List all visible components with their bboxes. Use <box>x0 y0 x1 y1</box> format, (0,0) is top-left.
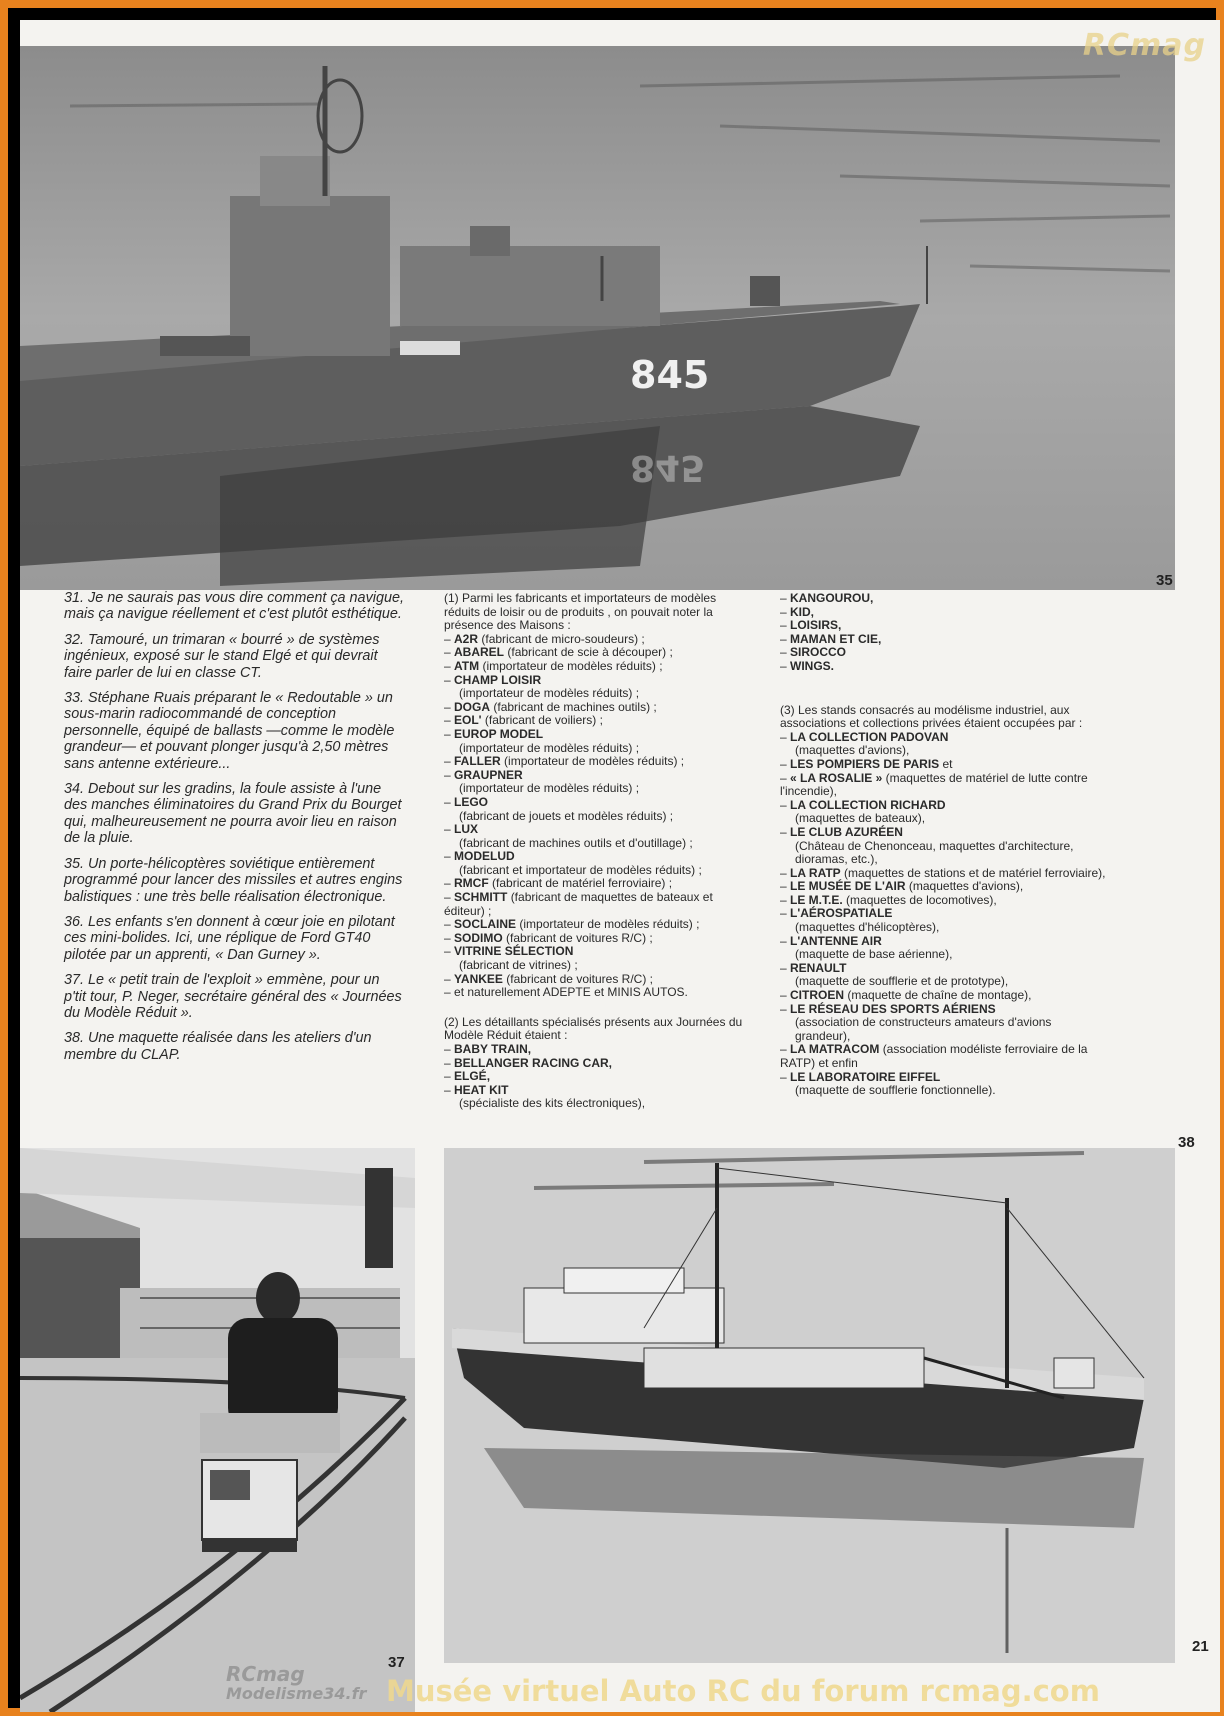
list-item <box>444 877 744 891</box>
list-item-name: L'AÉROSPATIALE <box>790 906 893 921</box>
list-item-name: LA MATRACOM <box>790 1042 880 1057</box>
caption-32: 32. Tamouré, un trimaran « bourré » de systèmes ingénieux, exposé sur le stand Elgé et qui devrait faire parler de lui en classe CT. <box>64 631 380 681</box>
page-number-37: 37 <box>388 1654 405 1671</box>
dash-bullet: – <box>780 906 791 921</box>
list-item <box>444 973 744 987</box>
list-item-name: SOCLAINE <box>454 917 517 932</box>
warship-photo <box>20 46 1175 590</box>
list-item <box>444 945 744 972</box>
list-item-name: EUROP MODEL <box>454 726 544 741</box>
list-item-name: LOISIRS, <box>790 618 842 633</box>
list-item-name: RMCF <box>454 876 489 891</box>
list-item-name: KANGOUROU, <box>790 591 874 605</box>
list-item <box>780 962 1110 989</box>
caption-38: 38. Une maquette réalisée dans les ateliers d'un membre du CLAP. <box>64 1030 372 1063</box>
caption-37: 37. Le « petit train de l'exploit » emmène, pour un p'tit tour, P. Neger, secrétaire général des « Journées du Modèle Réduit ». <box>64 972 402 1021</box>
list-item <box>444 633 744 647</box>
list-item <box>444 1070 744 1084</box>
dash-bullet: – <box>780 933 791 948</box>
list-item <box>444 701 744 715</box>
dash-bullet: – <box>444 985 455 1000</box>
list-item <box>780 1043 1110 1070</box>
stands-column <box>780 592 1110 1098</box>
list-item-name: LA COLLECTION RICHARD <box>790 797 946 812</box>
list-item <box>444 850 744 877</box>
list-item <box>780 826 1110 867</box>
list-item-desc: (maquette de soufflerie fonctionnelle). <box>795 1083 996 1098</box>
list-item <box>780 606 1110 620</box>
dash-bullet: – <box>444 822 455 837</box>
list-item-name: LE CLUB AZURÉEN <box>790 824 903 839</box>
page-number-35: 35 <box>1156 572 1173 589</box>
list-item-name: ABAREL <box>454 645 505 660</box>
dash-bullet: – <box>780 631 791 646</box>
list-item <box>444 823 744 850</box>
list-item-desc: et <box>942 756 953 771</box>
list-item-name: « LA ROSALIE » <box>790 770 883 785</box>
list-item-desc: (fabricant de matériel ferroviaire) ; <box>492 876 673 891</box>
list-item <box>780 907 1110 934</box>
dash-bullet: – <box>444 726 455 741</box>
list-item-name: KID, <box>790 604 815 619</box>
list-item <box>780 592 1110 606</box>
watermark-line-1: RCmag <box>226 1662 305 1686</box>
list-item <box>444 796 744 823</box>
dash-bullet: – <box>780 892 791 907</box>
list-item-name: A2R <box>454 631 479 646</box>
list-item-desc: (fabricant de micro-soudeurs) ; <box>481 631 645 646</box>
list-item <box>780 1071 1110 1098</box>
list-item-name: LA COLLECTION PADOVAN <box>790 729 949 744</box>
dash-bullet: – <box>444 1055 455 1070</box>
list-item <box>780 1003 1110 1044</box>
list-item <box>780 989 1110 1003</box>
list-item-name: LE LABORATOIRE EIFFEL <box>790 1069 941 1084</box>
list-item-name: LES POMPIERS DE PARIS <box>790 756 940 771</box>
list-item-name: LE RÉSEAU DES SPORTS AÉRIENS <box>790 1001 996 1016</box>
watermark-line-2: Modelisme34.fr <box>226 1684 367 1703</box>
dash-bullet: – <box>444 754 455 769</box>
list-item-desc: (spécialiste des kits électroniques), <box>459 1096 646 1111</box>
list-item-desc: (maquettes de bateaux), <box>795 811 926 826</box>
manufacturers-intro: (1) Parmi les fabricants et importateurs de modèles réduits de loisir ou de produits , on pouvait noter la présence des Maisons : <box>444 591 717 633</box>
dash-bullet: – <box>444 1042 455 1056</box>
list-item-name: SODIMO <box>454 930 503 945</box>
trawler-photo <box>444 1148 1175 1663</box>
list-item <box>780 646 1110 660</box>
list-item-name: SCHMITT <box>454 890 508 905</box>
dash-bullet: – <box>780 988 791 1003</box>
list-item-desc: (importateur de modèles réduits) ; <box>459 781 640 796</box>
list-item-name: BABY TRAIN, <box>454 1042 532 1056</box>
list-item-name: CHAMP LOISIR <box>454 672 542 687</box>
list-item <box>780 880 1110 894</box>
dash-bullet: – <box>780 1001 791 1016</box>
list-item-desc: (fabricant de voiliers) ; <box>484 713 603 728</box>
list-item <box>780 772 1110 799</box>
list-item <box>444 660 744 674</box>
list-item-name: GRAUPNER <box>454 767 523 782</box>
dash-bullet: – <box>780 824 791 839</box>
dash-bullet: – <box>444 944 455 959</box>
dash-bullet: – <box>780 960 791 975</box>
list-item-name: LUX <box>454 822 479 837</box>
list-item-desc: (fabricant de maquettes de bateaux et éditeur) ; <box>444 890 713 918</box>
dash-bullet: – <box>780 645 791 660</box>
list-item-desc: (fabricant de machines outils et d'outillage) ; <box>459 835 693 850</box>
retailers-list <box>444 1043 744 1111</box>
manufacturers-column <box>444 592 744 1111</box>
dash-bullet: – <box>444 917 455 932</box>
list-item-name: L'ANTENNE AIR <box>790 933 882 948</box>
dash-bullet: – <box>780 618 791 633</box>
list-item-name: YANKEE <box>454 971 503 986</box>
list-item-name: ELGÉ, <box>454 1069 491 1084</box>
list-item <box>444 646 744 660</box>
list-item-desc: (fabricant et importateur de modèles réduits) ; <box>459 862 702 877</box>
page-number-38: 38 <box>1178 1134 1195 1151</box>
dash-bullet: – <box>444 658 455 673</box>
dash-bullet: – <box>780 1069 791 1084</box>
dash-bullet: – <box>780 756 791 771</box>
stands-intro: (3) Les stands consacrés au modélisme industriel, aux associations et collections privées étaient occupées par : <box>780 702 1083 731</box>
list-item-name: MODELUD <box>454 849 515 864</box>
captions-column <box>64 590 404 1072</box>
dash-bullet: – <box>780 1042 791 1057</box>
caption-35: 35. Un porte-hélicoptères soviétique entièrement programmé pour lancer des missiles et autres engins balistiques : une très belle réalisation électronique. <box>64 855 403 905</box>
manufacturers-list <box>444 633 744 1000</box>
dash-bullet: – <box>780 604 791 619</box>
list-item <box>780 935 1110 962</box>
list-item <box>444 714 744 728</box>
caption-33: 33. Stéphane Ruais préparant le « Redoutable » un sous-marin radiocommandé de conception personnelle, équipé de ballasts —comme le modèle grandeur— et pouvant plonger jusqu'à 2,50 mètres sans antenne extérieure... <box>64 690 395 772</box>
list-item <box>780 660 1110 674</box>
list-item-desc: (maquettes d'avions), <box>795 743 910 758</box>
caption-31: 31. Je ne saurais pas vous dire comment ça navigue, mais ça navigue réellement et c'est plutôt esthétique. <box>64 590 404 623</box>
museum-watermark: Musée virtuel Auto RC du forum rcmag.com <box>386 1674 1100 1708</box>
dash-bullet: – <box>444 631 455 646</box>
dash-bullet: – <box>444 713 455 728</box>
dash-bullet: – <box>444 1082 455 1097</box>
list-item-name: FALLER <box>454 754 501 769</box>
list-item <box>780 731 1110 758</box>
dash-bullet: – <box>444 971 455 986</box>
caption-36: 36. Les enfants s'en donnent à cœur joie en pilotant ces mini-bolides. Ici, une réplique de Ford GT40 pilotée par un apprenti, « Dan Gurney ». <box>64 913 395 963</box>
retailers-list-continued <box>780 592 1110 674</box>
list-item-desc: et naturellement ADEPTE et MINIS AUTOS. <box>454 985 688 1000</box>
dash-bullet: – <box>780 865 791 880</box>
list-item <box>444 755 744 769</box>
page-number-21: 21 <box>1192 1638 1209 1655</box>
svg-text:845: 845 <box>630 447 706 488</box>
dash-bullet: – <box>444 672 455 687</box>
list-item-name: CITROEN <box>790 988 845 1003</box>
modelisme34-watermark <box>226 1664 366 1704</box>
retailers-intro: (2) Les détaillants spécialisés présents aux Journées du Modèle Réduit étaient : <box>444 1014 743 1043</box>
list-item <box>444 769 744 796</box>
list-item-name: RENAULT <box>790 960 847 975</box>
list-item-desc: (maquette de chaîne de montage), <box>847 988 1032 1003</box>
list-item-desc: (importateur de modèles réduits) ; <box>482 658 663 673</box>
dash-bullet: – <box>444 645 455 660</box>
list-item-desc: (fabricant de scie à découper) ; <box>507 645 673 660</box>
dash-bullet: – <box>444 890 455 905</box>
list-item-desc: (importateur de modèles réduits) ; <box>459 740 640 755</box>
list-item <box>444 891 744 918</box>
list-item <box>780 799 1110 826</box>
list-item <box>444 1043 744 1057</box>
list-item-desc: (maquette de base aérienne), <box>795 947 953 962</box>
dash-bullet: – <box>780 591 791 605</box>
train-photo <box>20 1148 415 1712</box>
list-item-desc: (importateur de modèles réduits) ; <box>519 917 700 932</box>
list-item-desc: (association de constructeurs amateurs d'avions grandeur), <box>795 1015 1052 1043</box>
list-item <box>780 758 1110 772</box>
list-item-name: ATM <box>454 658 480 673</box>
dash-bullet: – <box>444 767 455 782</box>
rcmag-watermark-logo: RCmag <box>1082 28 1206 63</box>
dash-bullet: – <box>780 729 791 744</box>
dash-bullet: – <box>444 876 455 891</box>
list-item-name: VITRINE SÉLECTION <box>454 944 574 959</box>
list-item-name: LA RATP <box>790 865 841 880</box>
list-item-desc: (maquettes de stations et de matériel ferroviaire), <box>844 865 1106 880</box>
list-item-desc: (fabricant de jouets et modèles réduits) ; <box>459 808 674 823</box>
list-item-desc: (maquettes de locomotives), <box>846 892 997 907</box>
list-item <box>780 633 1110 647</box>
list-item-name: LEGO <box>454 794 489 809</box>
list-item-name: LE MUSÉE DE L'AIR <box>790 879 906 894</box>
list-item-name: MAMAN ET CIE, <box>790 631 882 646</box>
dash-bullet: – <box>444 699 455 714</box>
list-item <box>780 619 1110 633</box>
list-item-desc: (maquettes d'hélicoptères), <box>795 920 940 935</box>
dash-bullet: – <box>444 1069 455 1084</box>
list-item-name: SIROCCO <box>790 645 847 660</box>
dash-bullet: – <box>780 879 791 894</box>
list-item <box>444 918 744 932</box>
list-item <box>444 674 744 701</box>
list-item-desc: (fabricant de machines outils) ; <box>493 699 657 714</box>
list-item-desc: (maquette de soufflerie et de prototype), <box>795 974 1009 989</box>
list-item <box>444 728 744 755</box>
dash-bullet: – <box>444 794 455 809</box>
list-item-name: EOL' <box>454 713 482 728</box>
list-item-name: BELLANGER RACING CAR, <box>454 1055 613 1070</box>
hull-number-text: 845 <box>630 353 710 397</box>
list-item <box>444 986 744 1000</box>
list-item-desc: (fabricant de voitures R/C) ; <box>506 930 653 945</box>
dash-bullet: – <box>444 930 455 945</box>
list-item <box>444 1084 744 1111</box>
list-item-desc: (fabricant de vitrines) ; <box>459 958 578 973</box>
list-item-desc: (Château de Chenonceau, maquettes d'architecture, dioramas, etc.), <box>795 838 1074 867</box>
dash-bullet: – <box>444 849 455 864</box>
list-item-desc: (maquettes d'avions), <box>908 879 1024 894</box>
list-item-desc: (maquettes de matériel de lutte contre l'incendie), <box>780 770 1088 799</box>
list-item-name: HEAT KIT <box>454 1082 509 1097</box>
dash-bullet: – <box>780 797 791 812</box>
dash-bullet: – <box>780 658 791 673</box>
list-item-name: LE M.T.E. <box>790 892 843 907</box>
magazine-page <box>20 20 1220 1712</box>
dash-bullet: – <box>780 770 791 785</box>
list-item-desc: (association modéliste ferroviaire de la RATP) et enfin <box>780 1042 1088 1070</box>
list-item-name: DOGA <box>454 699 491 714</box>
list-item-desc: (importateur de modèles réduits) ; <box>459 686 640 701</box>
caption-34: 34. Debout sur les gradins, la foule assiste à l'une des manches éliminatoires du Grand Prix du Bourget qui, malheureusement ne pourra avoir lieu en raison de la pluie. <box>64 781 402 847</box>
list-item-name: WINGS. <box>790 658 835 673</box>
list-item-desc: (fabricant de voitures R/C) ; <box>506 971 653 986</box>
stands-list <box>780 731 1110 1098</box>
list-item-desc: (importateur de modèles réduits) ; <box>504 754 685 769</box>
